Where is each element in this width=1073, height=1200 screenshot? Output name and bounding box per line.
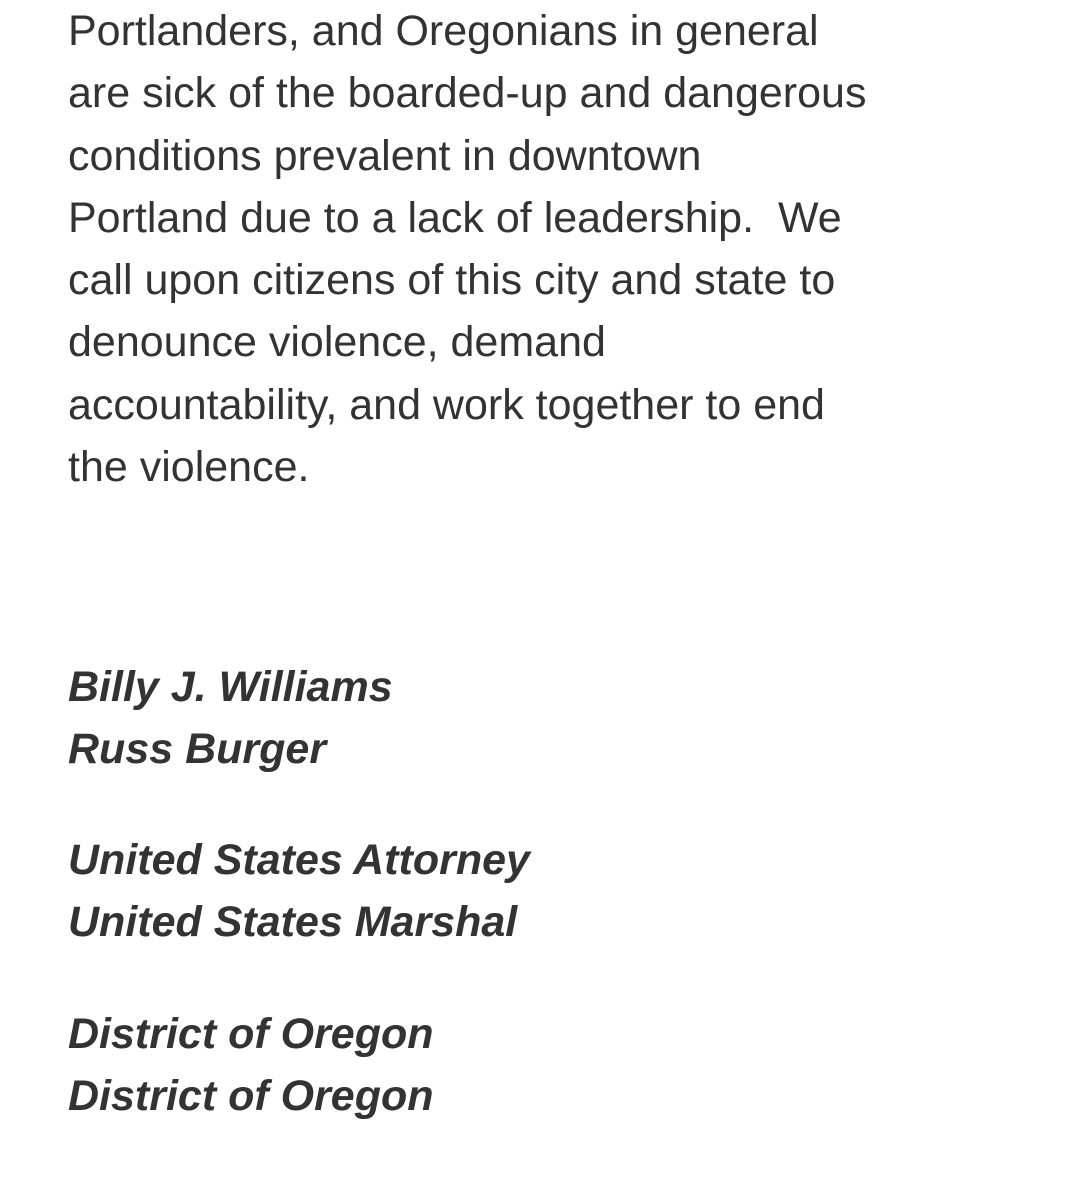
statement-line: accountability, and work together to end [68, 380, 825, 429]
statement-line: are sick of the boarded-up and dangerous [68, 69, 867, 118]
signatory-districts [68, 1003, 434, 1127]
statement-line: Portlanders, and Oregonians in general [68, 7, 819, 55]
statement-document [68, 0, 1048, 498]
signatory-title: United States Marshal [68, 898, 518, 946]
signatory-name: Billy J. Williams [68, 663, 393, 711]
statement-line: the violence. [68, 443, 310, 492]
signatory-titles [68, 829, 530, 953]
statement-line: conditions prevalent in downtown [68, 131, 702, 180]
signatory-district: District of Oregon [68, 1010, 434, 1058]
statement-line: Portland due to a lack of leadership. We [68, 193, 842, 242]
signatory-district: District of Oregon [68, 1072, 434, 1120]
statement-line: denounce violence, demand [68, 318, 606, 367]
signatory-title: United States Attorney [68, 836, 530, 884]
statement-paragraph [68, 0, 1048, 498]
signatory-names [68, 656, 393, 780]
statement-line: call upon citizens of this city and state to [68, 256, 836, 305]
signatory-name: Russ Burger [68, 725, 327, 773]
